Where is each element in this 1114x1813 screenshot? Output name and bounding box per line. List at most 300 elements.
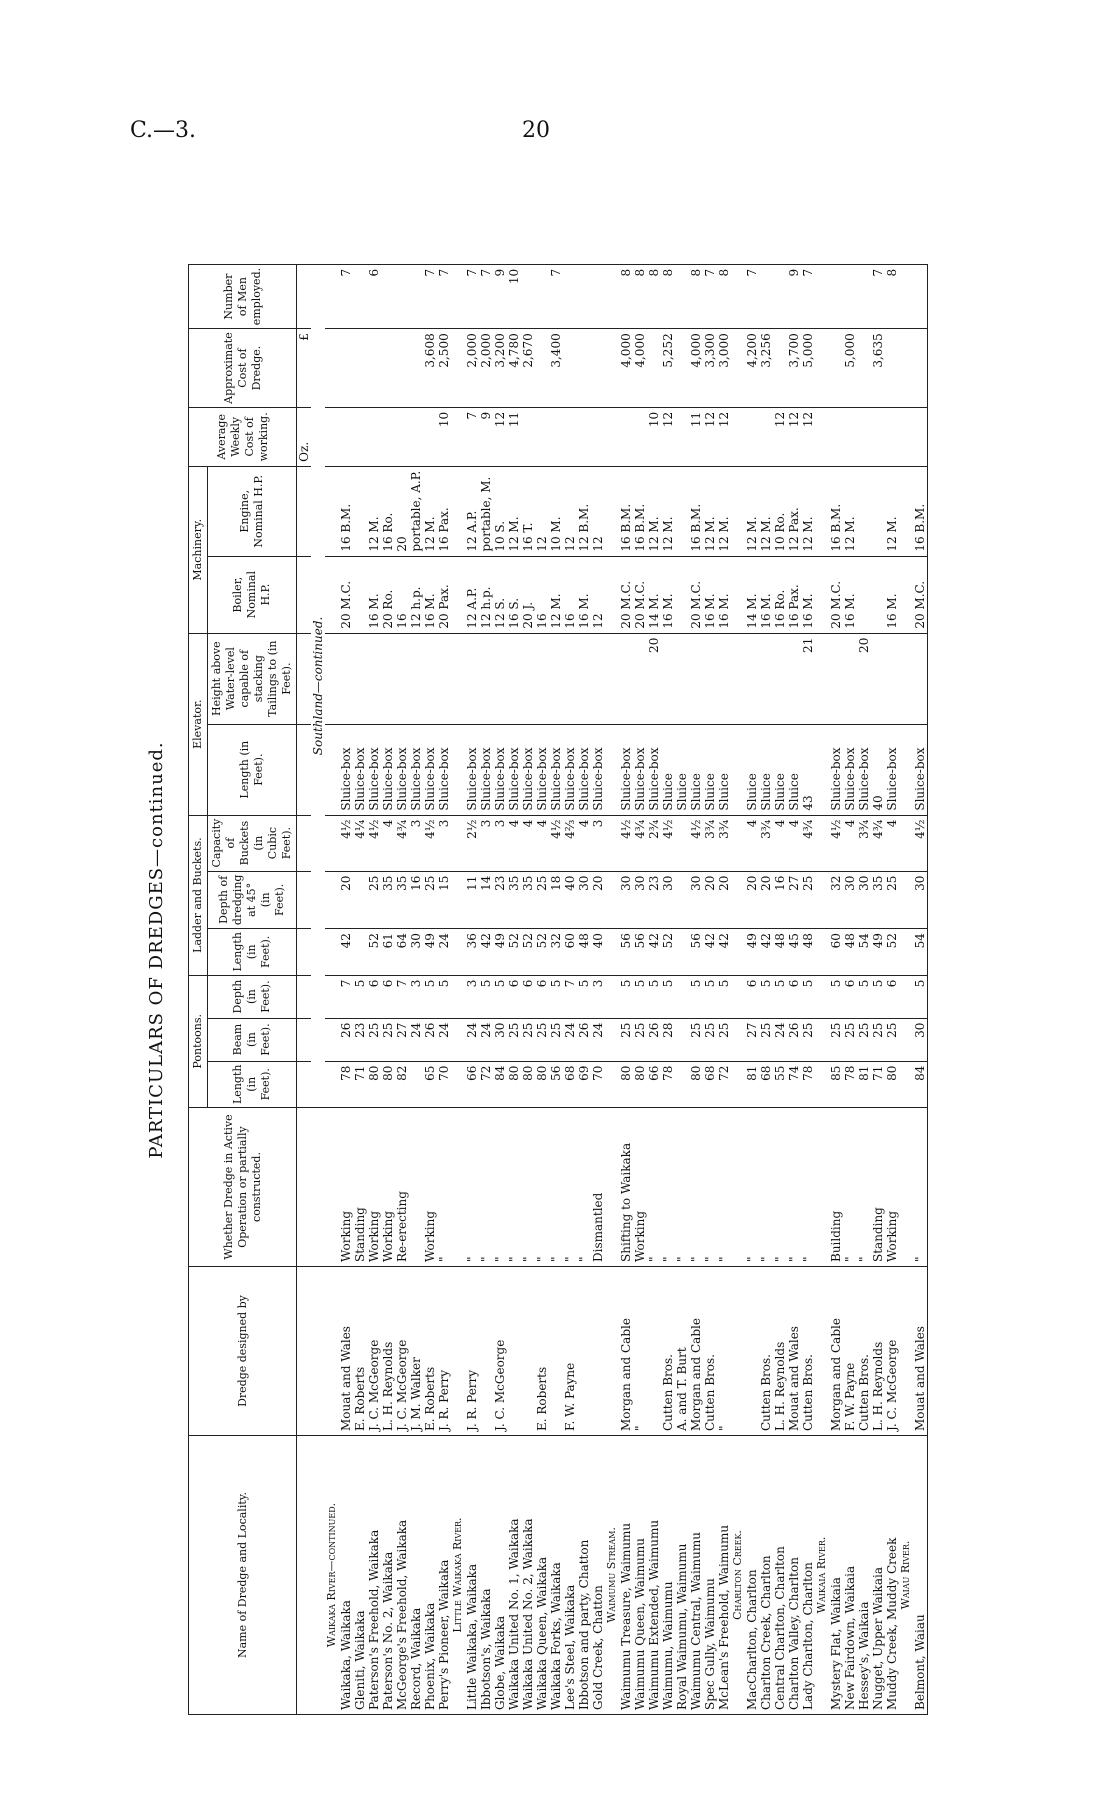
elevator-height (577, 633, 591, 724)
ladder-length: 52 (885, 929, 899, 975)
weekly-cost (843, 407, 857, 466)
status: " (647, 1108, 661, 1267)
pontoon-depth: 6 (745, 975, 759, 1018)
status: Working (339, 1108, 353, 1267)
weekly-cost (675, 407, 689, 466)
pontoon-depth: 5 (549, 975, 563, 1018)
boiler-hp (857, 556, 871, 633)
col-engine: Engine, Nominal H.P. (208, 466, 297, 556)
engine-hp: 12 M. (703, 466, 717, 556)
boiler-hp: 16 (563, 556, 577, 633)
elevator-height (913, 633, 928, 724)
ladder-length: 52 (507, 929, 521, 975)
designer: Mouat and Wales (913, 1267, 928, 1436)
pontoon-beam: 28 (661, 1018, 675, 1061)
elevator-height (633, 633, 647, 724)
bucket-capacity: 4 (535, 815, 549, 871)
boiler-hp: 16 Pax. (787, 556, 801, 633)
pontoon-depth: 5 (759, 975, 773, 1018)
table-row (423, 264, 437, 1714)
dredge-name: Waimumu Extended, Waimumu (647, 1436, 661, 1715)
men-employed: 8 (689, 264, 703, 328)
weekly-cost (409, 407, 423, 466)
elevator-length: Sluice-box (633, 724, 647, 815)
designer: Mouat and Wales (339, 1267, 353, 1436)
engine-hp: 16 B.M. (633, 466, 647, 556)
weekly-cost: 12 (493, 407, 507, 466)
boiler-hp: 20 M.C. (619, 556, 633, 633)
pontoon-depth: 5 (647, 975, 661, 1018)
elevator-length: Sluice (675, 724, 689, 815)
table-row (633, 264, 647, 1714)
pontoon-length: 55 (773, 1061, 787, 1107)
men-employed: 7 (465, 264, 479, 328)
engine-hp: 16 B.M. (619, 466, 633, 556)
pontoon-depth: 6 (521, 975, 535, 1018)
pontoon-depth: 7 (339, 975, 353, 1018)
dredge-name: Globe, Waikaka (493, 1436, 507, 1715)
dredge-name: Waimumu Treasure, Waimumu (619, 1436, 633, 1715)
river-heading-row (451, 264, 465, 1714)
table-row (591, 264, 605, 1714)
ladder-length: 48 (577, 929, 591, 975)
dredging-depth: 30 (843, 871, 857, 929)
pontoon-length: 78 (339, 1061, 353, 1107)
pontoon-depth: 5 (493, 975, 507, 1018)
weekly-cost (913, 407, 928, 466)
elevator-height (563, 633, 577, 724)
pontoon-depth: 5 (801, 975, 815, 1018)
men-employed (381, 264, 395, 328)
bucket-capacity: 3 (479, 815, 493, 871)
pontoon-beam: 26 (787, 1018, 801, 1061)
pontoon-beam: 25 (689, 1018, 703, 1061)
designer (549, 1267, 563, 1436)
bucket-capacity: 3 (591, 815, 605, 871)
weekly-cost: 12 (801, 407, 815, 466)
status: " (563, 1108, 577, 1267)
status: " (577, 1108, 591, 1267)
pontoon-beam: 25 (549, 1018, 563, 1061)
weekly-cost (745, 407, 759, 466)
dredge-name: Mystery Flat, Waikaia (829, 1436, 843, 1715)
boiler-hp: 12 A.P. (465, 556, 479, 633)
designer (577, 1267, 591, 1436)
elevator-length: Sluice-box (367, 724, 381, 815)
designer: " (717, 1267, 731, 1436)
pontoon-beam: 25 (367, 1018, 381, 1061)
elevator-length: Sluice (703, 724, 717, 815)
elevator-height (787, 633, 801, 724)
col-boiler: Boiler, Nominal H.P. (208, 556, 297, 633)
pontoon-length: 80 (535, 1061, 549, 1107)
pontoon-depth: 3 (591, 975, 605, 1018)
table-row (857, 264, 871, 1714)
approx-cost: 5,000 (843, 329, 857, 408)
approx-cost (409, 329, 423, 408)
table-row (353, 264, 367, 1714)
approx-cost: 2,500 (437, 329, 451, 408)
boiler-hp: 12 S. (493, 556, 507, 633)
engine-hp: 10 Ro. (773, 466, 787, 556)
dredging-depth: 30 (689, 871, 703, 929)
approx-cost: 3,200 (493, 329, 507, 408)
engine-hp: portable, A.P. (409, 466, 423, 556)
pontoon-depth: 5 (577, 975, 591, 1018)
approx-cost: 4,000 (633, 329, 647, 408)
dredge-name: Charlton Creek, Charlton (759, 1436, 773, 1715)
approx-cost: 2,670 (521, 329, 535, 408)
designer: Cutten Bros. (857, 1267, 871, 1436)
elevator-height: 20 (857, 633, 871, 724)
approx-cost: 2,000 (465, 329, 479, 408)
ladder-length: 61 (381, 929, 395, 975)
designer: J. R. Perry (437, 1267, 451, 1436)
boiler-hp (871, 556, 885, 633)
approx-cost: 5,252 (661, 329, 675, 408)
dredging-depth: 20 (703, 871, 717, 929)
dredge-name: Waimumu, Waimumu (661, 1436, 675, 1715)
elevator-length: Sluice-box (913, 724, 928, 815)
ladder-length: 49 (871, 929, 885, 975)
elevator-length: Sluice-box (437, 724, 451, 815)
pontoon-length: 80 (885, 1061, 899, 1107)
men-employed: 8 (619, 264, 633, 328)
table-row (507, 264, 521, 1714)
status: " (493, 1108, 507, 1267)
dredging-depth: 23 (647, 871, 661, 929)
elevator-height (409, 633, 423, 724)
status: " (507, 1108, 521, 1267)
elevator-height (381, 633, 395, 724)
ladder-length: 45 (787, 929, 801, 975)
ladder-length: 48 (801, 929, 815, 975)
table-row (801, 264, 815, 1714)
elevator-length: Sluice-box (339, 724, 353, 815)
men-employed (577, 264, 591, 328)
col-elevator-length: Length (in Feet). (208, 724, 297, 815)
table-row (535, 264, 549, 1714)
approx-cost (535, 329, 549, 408)
river-heading: Waikaka River—continued. (325, 1436, 339, 1715)
pontoon-beam (675, 1018, 689, 1061)
dredging-depth: 25 (535, 871, 549, 929)
boiler-hp: 20 M.C. (829, 556, 843, 633)
boiler-hp: 12 (591, 556, 605, 633)
elevator-length: Sluice-box (479, 724, 493, 815)
ladder-length: 56 (619, 929, 633, 975)
elevator-height (759, 633, 773, 724)
pontoon-length: 68 (759, 1061, 773, 1107)
pontoon-depth (675, 975, 689, 1018)
bucket-capacity: 4½ (913, 815, 928, 871)
weekly-cost (353, 407, 367, 466)
bucket-capacity: 4½ (423, 815, 437, 871)
status: Working (367, 1108, 381, 1267)
boiler-hp: 20 J. (521, 556, 535, 633)
status: Building (829, 1108, 843, 1267)
boiler-hp: 16 M. (801, 556, 815, 633)
approx-cost (773, 329, 787, 408)
pontoon-beam: 24 (591, 1018, 605, 1061)
pontoon-depth: 5 (871, 975, 885, 1018)
table-row (563, 264, 577, 1714)
pontoon-depth: 5 (717, 975, 731, 1018)
ladder-length: 30 (409, 929, 423, 975)
dredge-name: New Fairdown, Waikaia (843, 1436, 857, 1715)
dredging-depth: 18 (549, 871, 563, 929)
bucket-capacity: 4 (885, 815, 899, 871)
bucket-capacity: 4 (521, 815, 535, 871)
table-row (465, 264, 479, 1714)
elevator-length: Sluice-box (409, 724, 423, 815)
designer (647, 1267, 661, 1436)
pontoon-beam: 26 (577, 1018, 591, 1061)
table-body (297, 264, 928, 1714)
designer: Cutten Bros. (759, 1267, 773, 1436)
pontoon-beam: 25 (843, 1018, 857, 1061)
dredge-name: Paterson's No. 2, Waikaka (381, 1436, 395, 1715)
men-employed: 8 (661, 264, 675, 328)
dredging-depth: 30 (857, 871, 871, 929)
pontoon-depth: 5 (703, 975, 717, 1018)
dredge-name: Ibbotson's, Waikaka (479, 1436, 493, 1715)
dredging-depth: 11 (465, 871, 479, 929)
approx-cost: 4,780 (507, 329, 521, 408)
men-employed: 7 (745, 264, 759, 328)
table-title: PARTICULARS OF DREDGES—continued. (146, 741, 167, 1159)
dredging-depth: 20 (759, 871, 773, 929)
dredging-depth: 16 (409, 871, 423, 929)
boiler-hp: 16 M. (661, 556, 675, 633)
approx-cost (339, 329, 353, 408)
elevator-length: Sluice-box (395, 724, 409, 815)
status: " (857, 1108, 871, 1267)
pontoon-length: 80 (507, 1061, 521, 1107)
dredging-depth: 35 (395, 871, 409, 929)
elevator-length: Sluice (773, 724, 787, 815)
designer: L. H. Reynolds (773, 1267, 787, 1436)
bucket-capacity: 3¾ (717, 815, 731, 871)
dredging-depth: 23 (493, 871, 507, 929)
dredging-depth: 25 (885, 871, 899, 929)
approx-cost: 4,000 (689, 329, 703, 408)
pontoon-beam: 24 (479, 1018, 493, 1061)
pontoon-depth: 7 (395, 975, 409, 1018)
pontoon-length: 71 (871, 1061, 885, 1107)
dredge-name: Spec Gully, Waimumu (703, 1436, 717, 1715)
pontoon-depth: 5 (857, 975, 871, 1018)
river-heading: Little Waikaka River. (451, 1436, 465, 1715)
bucket-capacity: 4¼ (353, 815, 367, 871)
men-employed: 7 (423, 264, 437, 328)
boiler-hp (675, 556, 689, 633)
table-row (339, 264, 353, 1714)
engine-hp: 12 M. (745, 466, 759, 556)
unit-pound: £ (297, 329, 312, 408)
river-heading-row (899, 264, 913, 1714)
men-employed (843, 264, 857, 328)
pontoon-depth: 6 (787, 975, 801, 1018)
ladder-length: 42 (717, 929, 731, 975)
dredge-name: Nugget, Upper Waikaia (871, 1436, 885, 1715)
designer: Morgan and Cable (619, 1267, 633, 1436)
bucket-capacity: 4 (787, 815, 801, 871)
boiler-hp: 16 (395, 556, 409, 633)
table-row (577, 264, 591, 1714)
bucket-capacity: 3¾ (857, 815, 871, 871)
engine-hp: 16 B.M. (339, 466, 353, 556)
elevator-length: Sluice (717, 724, 731, 815)
status: " (703, 1108, 717, 1267)
elevator-length: Sluice-box (857, 724, 871, 815)
weekly-cost (885, 407, 899, 466)
designer: Cutten Bros. (703, 1267, 717, 1436)
pontoon-depth: 5 (773, 975, 787, 1018)
pontoon-beam: 24 (465, 1018, 479, 1061)
pontoon-beam: 24 (563, 1018, 577, 1061)
elevator-height (367, 633, 381, 724)
dredging-depth: 20 (339, 871, 353, 929)
dredge-name: Perry's Pioneer, Waikaka (437, 1436, 451, 1715)
status (409, 1108, 423, 1267)
elevator-height (661, 633, 675, 724)
dredge-name: Central Charlton, Charlton (773, 1436, 787, 1715)
engine-hp: portable, M. (479, 466, 493, 556)
pontoon-length: 78 (661, 1061, 675, 1107)
dredge-name: Waimumu Queen, Waimumu (633, 1436, 647, 1715)
river-heading-row (731, 264, 745, 1714)
ladder-length: 52 (535, 929, 549, 975)
pontoon-length: 68 (563, 1061, 577, 1107)
pontoon-beam: 25 (703, 1018, 717, 1061)
men-employed (409, 264, 423, 328)
ladder-length: 42 (339, 929, 353, 975)
col-approx-cost: Approximate Cost of Dredge. (189, 329, 297, 408)
table-row (689, 264, 703, 1714)
pontoon-beam: 25 (535, 1018, 549, 1061)
weekly-cost: 9 (479, 407, 493, 466)
approx-cost (913, 329, 928, 408)
bucket-capacity: 4 (381, 815, 395, 871)
designer (521, 1267, 535, 1436)
elevator-length: Sluice-box (535, 724, 549, 815)
pontoon-beam: 26 (423, 1018, 437, 1061)
status: " (717, 1108, 731, 1267)
men-employed (913, 264, 928, 328)
pontoon-length: 78 (801, 1061, 815, 1107)
bucket-capacity: 4 (577, 815, 591, 871)
dredge-name: Waikaka United No. 1, Waikaka (507, 1436, 521, 1715)
pontoon-beam: 25 (801, 1018, 815, 1061)
engine-hp (871, 466, 885, 556)
approx-cost (395, 329, 409, 408)
weekly-cost (871, 407, 885, 466)
table-row (367, 264, 381, 1714)
engine-hp (353, 466, 367, 556)
pontoon-length: 66 (465, 1061, 479, 1107)
ladder-length: 60 (563, 929, 577, 975)
pontoon-length: 80 (367, 1061, 381, 1107)
table-row (521, 264, 535, 1714)
dredge-name: Lee's Steel, Waikaka (563, 1436, 577, 1715)
boiler-hp: 16 M. (423, 556, 437, 633)
elevator-height (885, 633, 899, 724)
weekly-cost (829, 407, 843, 466)
table-row (829, 264, 843, 1714)
dredging-depth: 35 (507, 871, 521, 929)
status: " (913, 1108, 928, 1267)
weekly-cost: 7 (465, 407, 479, 466)
ladder-length: 42 (759, 929, 773, 975)
elevator-height (703, 633, 717, 724)
elevator-height (479, 633, 493, 724)
pontoon-length: 66 (647, 1061, 661, 1107)
dredging-depth: 35 (381, 871, 395, 929)
approx-cost: 3,608 (423, 329, 437, 408)
status: " (773, 1108, 787, 1267)
elevator-length: Sluice-box (843, 724, 857, 815)
status: " (787, 1108, 801, 1267)
elevator-length: Sluice-box (423, 724, 437, 815)
status: " (689, 1108, 703, 1267)
table-row (843, 264, 857, 1714)
table-row (675, 264, 689, 1714)
ladder-length: 60 (829, 929, 843, 975)
weekly-cost (857, 407, 871, 466)
elevator-length: 43 (801, 724, 815, 815)
elevator-height (745, 633, 759, 724)
pontoon-length: 81 (745, 1061, 759, 1107)
river-heading-row (605, 264, 619, 1714)
men-employed: 8 (647, 264, 661, 328)
engine-hp: 12 Pax. (787, 466, 801, 556)
dredging-depth: 30 (619, 871, 633, 929)
weekly-cost (395, 407, 409, 466)
men-employed: 8 (633, 264, 647, 328)
boiler-hp: 12 M. (549, 556, 563, 633)
boiler-hp: 16 (535, 556, 549, 633)
bucket-capacity (675, 815, 689, 871)
status: " (801, 1108, 815, 1267)
men-employed (829, 264, 843, 328)
rotated-table-content (118, 165, 988, 1735)
table-row (395, 264, 409, 1714)
elevator-height (549, 633, 563, 724)
weekly-cost (591, 407, 605, 466)
dredge-name: Belmont, Waiau (913, 1436, 928, 1715)
men-employed: 7 (801, 264, 815, 328)
elevator-height (871, 633, 885, 724)
pontoon-beam: 26 (647, 1018, 661, 1061)
table-row (885, 264, 899, 1714)
designer: J. C. McGeorge (885, 1267, 899, 1436)
dredge-name: Waimumu Central, Waimumu (689, 1436, 703, 1715)
pontoon-length: 84 (493, 1061, 507, 1107)
bucket-capacity: 4½ (549, 815, 563, 871)
pontoon-beam: 25 (381, 1018, 395, 1061)
status: " (479, 1108, 493, 1267)
status: " (535, 1108, 549, 1267)
pontoon-length: 80 (633, 1061, 647, 1107)
ladder-length: 42 (703, 929, 717, 975)
status: Dismantled (591, 1108, 605, 1267)
designer: J. C. McGeorge (367, 1267, 381, 1436)
men-employed (521, 264, 535, 328)
weekly-cost (367, 407, 381, 466)
bucket-capacity: 4¾ (871, 815, 885, 871)
elevator-height (493, 633, 507, 724)
